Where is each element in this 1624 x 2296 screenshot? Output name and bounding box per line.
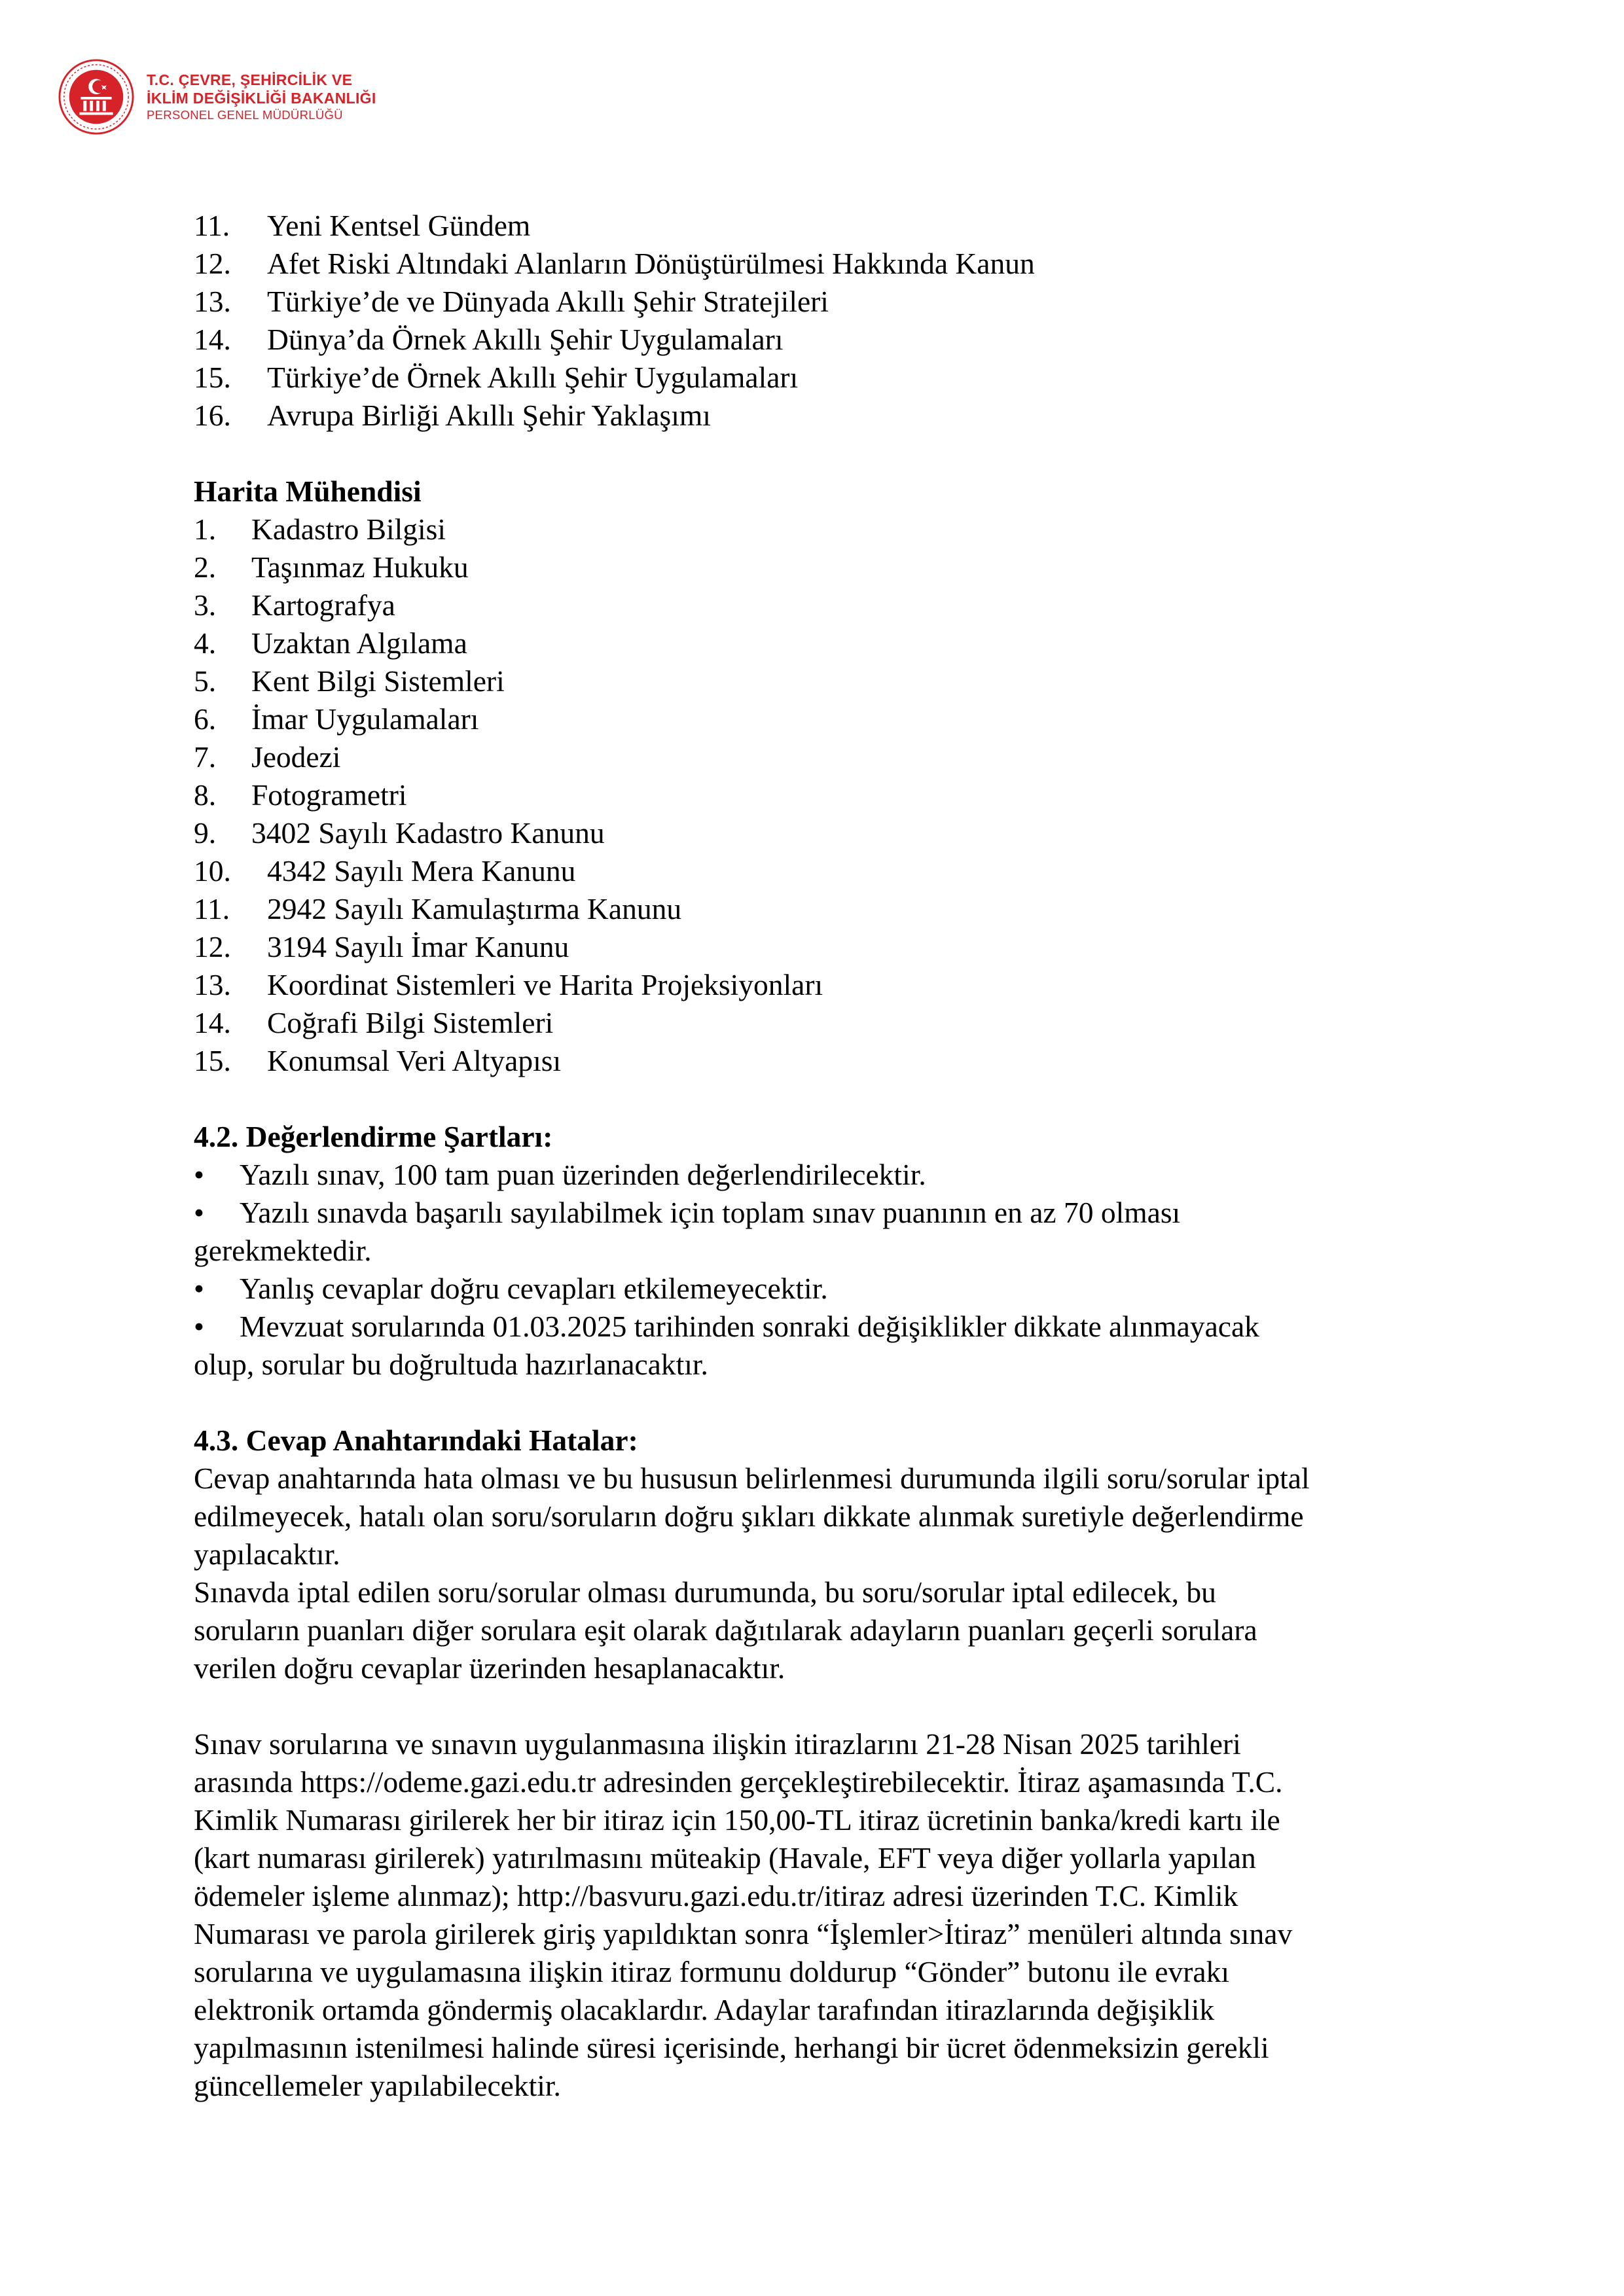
list-item: 6. İmar Uygulamaları — [194, 702, 479, 736]
bullet-icon: • — [194, 1158, 204, 1191]
bullet-icon: • — [194, 1196, 204, 1229]
list-item: • Yazılı sınavda başarılı sayılabilmek için toplam sınav puanının en az 70 olması — [194, 1194, 1437, 1232]
list-item: 12. Afet Riski Altındaki Alanların Dönüştürülmesi Hakkında Kanun — [194, 247, 1035, 280]
answer-key-paragraph-2: Sınavda iptal edilen soru/sorular olması durumunda, bu soru/sorular iptal edilecek, bu soruların puanları diğer sorulara eşit olarak dağıtılarak adayların puanları geçerli sorulara verilen doğru cevaplar üzerinden hesaplanacaktır. — [194, 1575, 1257, 1685]
list-item: 14. Coğrafi Bilgi Sistemleri — [194, 1006, 554, 1039]
answer-key-paragraph-1: Cevap anahtarında hata olması ve bu hususun belirlenmesi durumunda ilgili soru/sorular iptal edilmeyecek, hatalı olan soru/soruların doğru şıkları dikkate alınmak suretiyle değerlendirme yapılacaktır. — [194, 1462, 1310, 1571]
list-item-continuation: olup, sorular bu doğrultuda hazırlanacaktır. — [194, 1348, 708, 1381]
list-item: 14. Dünya’da Örnek Akıllı Şehir Uygulamaları — [194, 323, 784, 356]
ministry-header — [58, 58, 376, 136]
ministry-name-line2: İKLİM DEĞİŞİKLİĞİ BAKANLIĞI — [147, 90, 376, 107]
objection-paragraph: Sınav sorularına ve sınavın uygulanmasına ilişkin itirazlarını 21-28 Nisan 2025 tarihleri arasında https://odeme.gazi.edu.tr adresinden gerçekleştirebilecektir. İtiraz aşamasında T.C. Kimlik Numarası girilerek her bir itiraz için 150,00-TL itiraz ücretinin banka/kredi kartı ile (kart numarası girilerek) yatırılmasını müteakip (Havale, EFT veya diğer yollarla yapılan ödemeler işleme alınmaz); http://basvuru.gazi.edu.tr/itiraz adresi üzerinden T.C. Kimlik Numarası ve parola girilerek giriş yapıldıktan sonra “İşlemler>İtiraz” menüleri altında sınav sorularına ve uygulamasına ilişkin itiraz formunu doldurup “Gönder” butonu ile evrakı elektronik ortamda göndermiş olacaklardır. Adaylar tarafından itirazlarında değişiklik yapılmasının istenilmesi halinde süresi içerisinde, herhangi bir ücret ödenmeksizin gerekli güncellemeler yapılabilecektir. — [194, 1727, 1293, 2102]
list-item: 15. Türkiye’de Örnek Akıllı Şehir Uygulamaları — [194, 361, 799, 394]
list-item: 2. Taşınmaz Hukuku — [194, 550, 469, 584]
list-item: • Yazılı sınav, 100 tam puan üzerinden değerlendirilecektir. — [194, 1156, 1437, 1194]
list-item: 9. 3402 Sayılı Kadastro Kanunu — [194, 816, 605, 850]
answer-key-heading: 4.3. Cevap Anahtarındaki Hatalar: — [194, 1424, 638, 1457]
list-item: 12. 3194 Sayılı İmar Kanunu — [194, 930, 569, 963]
harita-topic-list — [194, 511, 1437, 1080]
ministry-department: PERSONEL GENEL MÜDÜRLÜĞÜ — [147, 108, 343, 122]
ministry-name — [147, 71, 376, 123]
list-item: • Yanlış cevaplar doğru cevapları etkilemeyecektir. — [194, 1270, 1437, 1308]
list-item: 13. Türkiye’de ve Dünyada Akıllı Şehir Stratejileri — [194, 285, 829, 318]
list-item: • Mevzuat sorularında 01.03.2025 tarihinden sonraki değişiklikler dikkate alınmayacak — [194, 1308, 1437, 1346]
list-item: 11. 2942 Sayılı Kamulaştırma Kanunu — [194, 892, 682, 925]
bullet-icon: • — [194, 1310, 204, 1343]
list-item: 7. Jeodezi — [194, 740, 341, 774]
list-item: 5. Kent Bilgi Sistemleri — [194, 664, 505, 698]
topic-list-continued — [194, 207, 1437, 435]
ministry-name-line1: T.C. ÇEVRE, ŞEHİRCİLİK VE — [147, 71, 353, 88]
ministry-seal-icon — [58, 58, 135, 135]
list-item-continuation: gerekmektedir. — [194, 1234, 372, 1267]
list-item: 8. Fotogrametri — [194, 778, 407, 812]
document-body — [194, 207, 1437, 2105]
list-item: 16. Avrupa Birliği Akıllı Şehir Yaklaşımı — [194, 399, 711, 432]
list-item: 3. Kartografya — [194, 588, 395, 622]
list-item: 11. Yeni Kentsel Gündem — [194, 209, 531, 242]
bullet-icon: • — [194, 1272, 204, 1305]
list-item: 10. 4342 Sayılı Mera Kanunu — [194, 854, 576, 888]
list-item: 15. Konumsal Veri Altyapısı — [194, 1044, 562, 1077]
list-item: 1. Kadastro Bilgisi — [194, 512, 446, 546]
list-item: 4. Uzaktan Algılama — [194, 626, 467, 660]
evaluation-heading: 4.2. Değerlendirme Şartları: — [194, 1120, 553, 1153]
list-item: 13. Koordinat Sistemleri ve Harita Projeksiyonları — [194, 968, 823, 1001]
harita-heading: Harita Mühendisi — [194, 475, 422, 508]
